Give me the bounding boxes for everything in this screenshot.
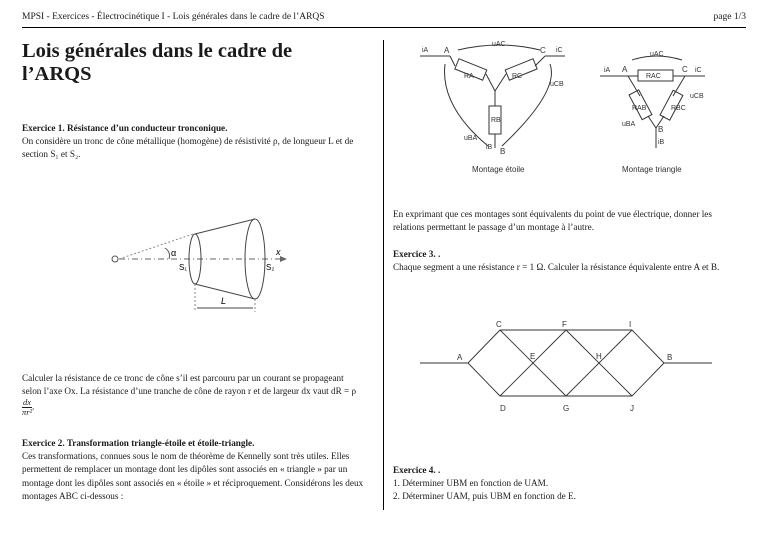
axis-label: x [276, 247, 281, 257]
length-label: L [221, 296, 227, 306]
star-iB: iB [486, 144, 493, 151]
star-montage [420, 45, 565, 148]
tri-node-C: C [682, 65, 688, 74]
tri-RBC: RBC [671, 105, 686, 112]
node-J: J [630, 404, 634, 413]
network-edges [420, 330, 712, 396]
exercise-4 [393, 464, 745, 504]
triangle-caption: Montage triangle [622, 165, 682, 174]
star-uAC: uAC [492, 41, 506, 48]
cone-generatrix-ext [119, 234, 193, 259]
fraction-denominator: πr² [22, 407, 33, 418]
tri-iC: iC [695, 67, 702, 74]
header-rule [22, 27, 746, 28]
star-RA: RA [464, 73, 474, 80]
tri-RAC: RAC [646, 73, 661, 80]
truncated-cone-figure [105, 212, 315, 317]
exercise-2-heading: Exercice 2. Transformation triangle-étoile et étoile-triangle. [22, 438, 255, 448]
alpha-arc [165, 248, 170, 259]
star-node-B: B [500, 147, 506, 156]
column-divider [383, 40, 384, 510]
node-E: E [530, 352, 536, 361]
tri-uAC: uAC [650, 51, 664, 58]
node-A: A [457, 353, 463, 362]
exercise-1 [22, 122, 364, 162]
star-uBA: uBA [464, 135, 478, 142]
star-node-A: A [444, 46, 450, 55]
node-I: I [629, 320, 632, 329]
node-D: D [500, 404, 506, 413]
star-RC: RC [512, 73, 523, 80]
triangle-montage [600, 56, 705, 148]
exercise-2-conclusion: En exprimant que ces montages sont équivalents du point de vue électrique, donner les relations permettant le passage d’un montage à l’autre. [393, 209, 712, 233]
node-C: C [496, 320, 502, 329]
exercise-1-question [22, 372, 364, 417]
question-end: . [32, 402, 35, 413]
exercise-4-item-2: 2. Déterminer UAM, puis UBM en fonction de E. [393, 491, 576, 502]
page-number: page 1/3 [713, 12, 746, 22]
alpha-label: α [171, 248, 177, 258]
header-left: MPSI - Exercices - Électrocinétique I - Lois générales dans le cadre de l’ARQS [22, 12, 325, 22]
tri-node-A: A [622, 65, 628, 74]
tri-node-B: B [658, 125, 664, 134]
exercise-3-heading: Exercice 3. . [393, 249, 441, 259]
node-B: B [667, 353, 673, 362]
page-header [22, 12, 746, 26]
star-iC: iC [556, 47, 563, 54]
node-F: F [562, 320, 567, 329]
star-node-C: C [540, 46, 546, 55]
axis-arrow [280, 256, 287, 262]
tri-RAB: RAB [632, 105, 647, 112]
star-iA: iA [422, 47, 429, 54]
exercise-1-heading: Exercice 1. Résistance d’un conducteur tronconique. [22, 123, 228, 133]
page-title: Lois générales dans le cadre de l’ARQS [22, 40, 293, 85]
exercise-4-heading: Exercice 4. . [393, 465, 441, 475]
apex-point [112, 256, 118, 262]
fraction-numerator: dx [23, 397, 32, 408]
tri-uCB: uCB [690, 93, 704, 100]
node-G: G [563, 404, 570, 413]
tri-iA: iA [604, 67, 611, 74]
exercise-3 [393, 248, 745, 274]
s2-label: S₂ [266, 263, 275, 272]
exercise-4-item-1: 1. Déterminer UBM en fonction de UAM. [393, 478, 549, 489]
star-uCB: uCB [550, 81, 564, 88]
exercise-1-intro: On considère un tronc de cône métallique (homogène) de résistivité ρ, de longueur L et de section S₁ et S₂. [22, 136, 354, 160]
star-caption: Montage étoile [472, 165, 525, 174]
exercise-3-text: Chaque segment a une résistance r = 1 Ω. Calculer la résistance équivalente entre A et B. [393, 262, 720, 273]
star-RB: RB [491, 117, 501, 124]
cone-top-edge [195, 219, 255, 234]
s1-label: S₁ [179, 263, 188, 272]
star-triangle-figure [400, 36, 750, 186]
tri-uBA: uBA [622, 121, 636, 128]
exercise-2-text: Ces transformations, connues sous le nom de théorème de Kennelly sont très utiles. Elles permettent de remplacer un montage dont les dipôles sont associés en « triangle » par un montage dont les dipôles sont associés en « étoile » et réciproquement. Considérons les deux montages ABC ci-dessous : [22, 451, 364, 501]
exercise-2 [22, 437, 364, 503]
exercise-1-question-text: Calculer la résistance de ce tronc de cône s’il est parcouru par un courant se propageant selon l’axe Ox. La résistance d’une tranche de cône de rayon r et de largeur dx vaut dR = ρ [22, 373, 357, 397]
resistor-network-figure [420, 318, 720, 418]
tri-iB: iB [658, 139, 665, 146]
resistance-fraction [22, 397, 35, 418]
node-H: H [596, 352, 602, 361]
